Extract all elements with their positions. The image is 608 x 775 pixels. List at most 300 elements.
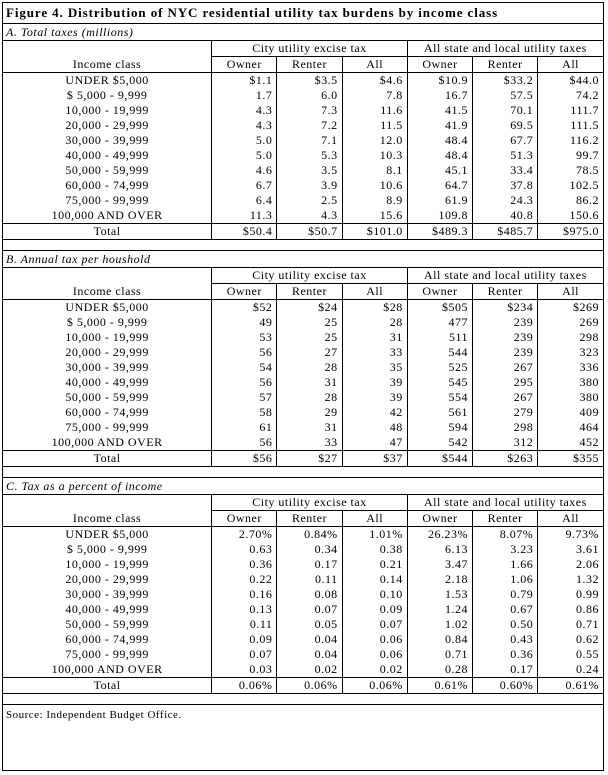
column-header-renter: Renter <box>277 511 342 527</box>
value-cell: 45.1 <box>407 163 472 178</box>
value-cell: 0.84 <box>407 632 472 647</box>
value-cell: 0.02 <box>342 662 407 678</box>
total-value-cell: 0.60% <box>473 678 538 694</box>
total-label: Total <box>3 678 212 694</box>
table-row <box>3 602 603 617</box>
table-row <box>3 617 603 632</box>
value-cell: $28 <box>342 300 407 316</box>
total-value-cell: $544 <box>407 451 472 467</box>
value-cell: 0.63 <box>212 542 277 557</box>
total-value-cell: 0.06% <box>277 678 342 694</box>
column-header-all: All <box>342 284 407 300</box>
table-row <box>3 88 603 103</box>
group-header-state: All state and local utility taxes <box>407 268 603 284</box>
value-cell: 1.06 <box>473 572 538 587</box>
column-header-renter: Renter <box>277 57 342 73</box>
header-spacer <box>3 41 212 57</box>
section-separator <box>3 694 603 704</box>
total-value-cell: $355 <box>538 451 603 467</box>
total-row <box>3 451 603 467</box>
total-label: Total <box>3 224 212 240</box>
value-cell: 0.16 <box>212 587 277 602</box>
value-cell: 0.38 <box>342 542 407 557</box>
value-cell: 3.47 <box>407 557 472 572</box>
value-cell: 6.13 <box>407 542 472 557</box>
column-header-income-class: Income class <box>3 284 212 300</box>
group-header-state: All state and local utility taxes <box>407 41 603 57</box>
value-cell: 0.21 <box>342 557 407 572</box>
income-class-cell: 50,000 - 59,999 <box>65 617 149 631</box>
value-cell: 48.4 <box>407 133 472 148</box>
table-row <box>3 118 603 133</box>
value-cell: 10.6 <box>342 178 407 193</box>
value-cell: 31 <box>342 330 407 345</box>
value-cell: 298 <box>538 330 603 345</box>
value-cell: 0.67 <box>473 602 538 617</box>
data-table <box>3 494 603 694</box>
value-cell: 0.79 <box>473 587 538 602</box>
value-cell: 4.6 <box>212 163 277 178</box>
data-table <box>3 40 603 240</box>
value-cell: 0.36 <box>212 557 277 572</box>
value-cell: 7.1 <box>277 133 342 148</box>
value-cell: 542 <box>407 435 472 451</box>
income-class-cell: $ 5,000 - 9,999 <box>66 315 148 329</box>
value-cell: 1.32 <box>538 572 603 587</box>
value-cell: 0.43 <box>473 632 538 647</box>
income-class-cell: 30,000 - 39,999 <box>65 360 149 374</box>
value-cell: 594 <box>407 420 472 435</box>
value-cell: $234 <box>473 300 538 316</box>
value-cell: 0.04 <box>277 647 342 662</box>
income-class-cell: 30,000 - 39,999 <box>65 133 149 147</box>
value-cell: 452 <box>538 435 603 451</box>
value-cell: 61.9 <box>407 193 472 208</box>
value-cell: 58 <box>212 405 277 420</box>
column-header-renter: Renter <box>473 511 538 527</box>
value-cell: 28 <box>342 315 407 330</box>
value-cell: 8.07% <box>473 527 538 543</box>
value-cell: 6.4 <box>212 193 277 208</box>
table-row <box>3 390 603 405</box>
value-cell: 1.53 <box>407 587 472 602</box>
value-cell: 4.3 <box>212 118 277 133</box>
total-value-cell: $37 <box>342 451 407 467</box>
income-class-cell: 20,000 - 29,999 <box>65 118 149 132</box>
column-header-all: All <box>538 284 603 300</box>
value-cell: 24.3 <box>473 193 538 208</box>
table-row <box>3 647 603 662</box>
section-title: C. Tax as a percent of income <box>6 479 163 493</box>
value-cell: 2.06 <box>538 557 603 572</box>
value-cell: 102.5 <box>538 178 603 193</box>
value-cell: 27 <box>277 345 342 360</box>
value-cell: 3.23 <box>473 542 538 557</box>
value-cell: 9.73% <box>538 527 603 543</box>
table-row <box>3 587 603 602</box>
value-cell: 4.3 <box>212 103 277 118</box>
value-cell: 0.28 <box>407 662 472 678</box>
total-value-cell: $56 <box>212 451 277 467</box>
group-header-row <box>3 495 603 511</box>
section-title: A. Total taxes (millions) <box>6 25 134 39</box>
value-cell: 0.11 <box>277 572 342 587</box>
value-cell: 0.07 <box>277 602 342 617</box>
section-separator <box>3 240 603 251</box>
column-header-owner: Owner <box>212 57 277 73</box>
figure-frame <box>2 2 604 771</box>
total-value-cell: $485.7 <box>473 224 538 240</box>
value-cell: 5.3 <box>277 148 342 163</box>
value-cell: 464 <box>538 420 603 435</box>
source-note: Source: Independent Budget Office. <box>3 704 603 725</box>
value-cell: 11.5 <box>342 118 407 133</box>
value-cell: 554 <box>407 390 472 405</box>
value-cell: 0.11 <box>212 617 277 632</box>
value-cell: 2.18 <box>407 572 472 587</box>
value-cell: 56 <box>212 435 277 451</box>
income-class-cell: 75,000 - 99,999 <box>65 420 149 434</box>
value-cell: 39 <box>342 390 407 405</box>
value-cell: 67.7 <box>473 133 538 148</box>
column-header-all: All <box>538 57 603 73</box>
value-cell: 0.86 <box>538 602 603 617</box>
value-cell: 0.22 <box>212 572 277 587</box>
value-cell: $3.5 <box>277 73 342 89</box>
income-class-cell: 60,000 - 74,999 <box>65 632 149 646</box>
value-cell: 61 <box>212 420 277 435</box>
value-cell: $44.0 <box>538 73 603 89</box>
table-row <box>3 405 603 420</box>
value-cell: 0.99 <box>538 587 603 602</box>
value-cell: 0.09 <box>342 602 407 617</box>
value-cell: 525 <box>407 360 472 375</box>
table-row <box>3 133 603 148</box>
value-cell: 323 <box>538 345 603 360</box>
table-row <box>3 527 603 543</box>
value-cell: 78.5 <box>538 163 603 178</box>
income-class-cell: 40,000 - 49,999 <box>65 375 149 389</box>
value-cell: 477 <box>407 315 472 330</box>
value-cell: 511 <box>407 330 472 345</box>
value-cell: 0.55 <box>538 647 603 662</box>
value-cell: 312 <box>473 435 538 451</box>
value-cell: 25 <box>277 330 342 345</box>
value-cell: 7.2 <box>277 118 342 133</box>
value-cell: 12.0 <box>342 133 407 148</box>
value-cell: 25 <box>277 315 342 330</box>
income-class-cell: $ 5,000 - 9,999 <box>66 88 148 102</box>
column-header-all: All <box>342 511 407 527</box>
value-cell: 0.04 <box>277 632 342 647</box>
value-cell: 1.7 <box>212 88 277 103</box>
value-cell: 48.4 <box>407 148 472 163</box>
value-cell: 8.9 <box>342 193 407 208</box>
value-cell: 0.14 <box>342 572 407 587</box>
value-cell: 56 <box>212 375 277 390</box>
value-cell: $505 <box>407 300 472 316</box>
column-header-income-class: Income class <box>3 511 212 527</box>
value-cell: 31 <box>277 420 342 435</box>
column-header-renter: Renter <box>277 284 342 300</box>
data-table <box>3 267 603 467</box>
value-cell: 0.71 <box>407 647 472 662</box>
value-cell: 48 <box>342 420 407 435</box>
table-row <box>3 345 603 360</box>
table-row <box>3 572 603 587</box>
total-value-cell: $263 <box>473 451 538 467</box>
value-cell: 74.2 <box>538 88 603 103</box>
value-cell: 33.4 <box>473 163 538 178</box>
group-header-city: City utility excise tax <box>212 41 408 57</box>
value-cell: $24 <box>277 300 342 316</box>
column-header-owner: Owner <box>212 284 277 300</box>
total-value-cell: 0.61% <box>407 678 472 694</box>
value-cell: $52 <box>212 300 277 316</box>
total-value-cell: 0.06% <box>212 678 277 694</box>
value-cell: 29 <box>277 405 342 420</box>
table-row <box>3 103 603 118</box>
income-class-cell: 20,000 - 29,999 <box>65 345 149 359</box>
income-class-cell: 50,000 - 59,999 <box>65 163 149 177</box>
table-row <box>3 632 603 647</box>
total-label: Total <box>3 451 212 467</box>
value-cell: 2.5 <box>277 193 342 208</box>
value-cell: 53 <box>212 330 277 345</box>
value-cell: $33.2 <box>473 73 538 89</box>
value-cell: 33 <box>277 435 342 451</box>
value-cell: 544 <box>407 345 472 360</box>
value-cell: $10.9 <box>407 73 472 89</box>
value-cell: 0.02 <box>277 662 342 678</box>
table-row <box>3 557 603 572</box>
value-cell: 0.17 <box>277 557 342 572</box>
value-cell: 109.8 <box>407 208 472 224</box>
table-row <box>3 193 603 208</box>
value-cell: 49 <box>212 315 277 330</box>
income-class-cell: 20,000 - 29,999 <box>65 572 149 586</box>
value-cell: 15.6 <box>342 208 407 224</box>
value-cell: 57 <box>212 390 277 405</box>
table-row <box>3 360 603 375</box>
value-cell: 0.07 <box>342 617 407 632</box>
table-row <box>3 662 603 678</box>
total-row <box>3 678 603 694</box>
income-class-cell: 30,000 - 39,999 <box>65 587 149 601</box>
value-cell: 3.61 <box>538 542 603 557</box>
value-cell: 41.5 <box>407 103 472 118</box>
total-value-cell: $27 <box>277 451 342 467</box>
value-cell: 0.50 <box>473 617 538 632</box>
value-cell: 1.01% <box>342 527 407 543</box>
table-row <box>3 330 603 345</box>
value-cell: 37.8 <box>473 178 538 193</box>
income-class-cell: 75,000 - 99,999 <box>65 193 149 207</box>
table-row <box>3 300 603 316</box>
value-cell: 0.10 <box>342 587 407 602</box>
column-header-owner: Owner <box>407 284 472 300</box>
group-header-row <box>3 268 603 284</box>
value-cell: 1.24 <box>407 602 472 617</box>
income-class-cell: 10,000 - 19,999 <box>65 557 149 571</box>
figure-title: Figure 4. Distribution of NYC residential utility tax burdens by income class <box>3 3 603 24</box>
value-cell: 111.7 <box>538 103 603 118</box>
table-row <box>3 208 603 224</box>
income-class-cell: 10,000 - 19,999 <box>65 330 149 344</box>
value-cell: 0.36 <box>473 647 538 662</box>
value-cell: 0.08 <box>277 587 342 602</box>
value-cell: 0.17 <box>473 662 538 678</box>
value-cell: 0.06 <box>342 647 407 662</box>
income-class-cell: UNDER $5,000 <box>65 300 149 314</box>
value-cell: 0.24 <box>538 662 603 678</box>
value-cell: 3.9 <box>277 178 342 193</box>
value-cell: 111.5 <box>538 118 603 133</box>
value-cell: 39 <box>342 375 407 390</box>
section-separator <box>3 467 603 478</box>
value-cell: 1.66 <box>473 557 538 572</box>
value-cell: 10.3 <box>342 148 407 163</box>
value-cell: 86.2 <box>538 193 603 208</box>
value-cell: 7.3 <box>277 103 342 118</box>
header-spacer <box>3 268 212 284</box>
value-cell: 239 <box>473 330 538 345</box>
value-cell: 0.71 <box>538 617 603 632</box>
value-cell: 11.6 <box>342 103 407 118</box>
value-cell: 0.09 <box>212 632 277 647</box>
income-class-cell: 100,000 AND OVER <box>3 435 212 451</box>
value-cell: 16.7 <box>407 88 472 103</box>
value-cell: 5.0 <box>212 133 277 148</box>
column-header-renter: Renter <box>473 284 538 300</box>
value-cell: 42 <box>342 405 407 420</box>
value-cell: 0.13 <box>212 602 277 617</box>
total-value-cell: $489.3 <box>407 224 472 240</box>
group-header-row <box>3 41 603 57</box>
column-header-owner: Owner <box>407 511 472 527</box>
income-class-cell: $ 5,000 - 9,999 <box>66 542 148 556</box>
value-cell: 267 <box>473 360 538 375</box>
total-value-cell: $50.4 <box>212 224 277 240</box>
table-row <box>3 542 603 557</box>
value-cell: 116.2 <box>538 133 603 148</box>
value-cell: 56 <box>212 345 277 360</box>
header-spacer <box>3 495 212 511</box>
value-cell: 99.7 <box>538 148 603 163</box>
table-row <box>3 435 603 451</box>
value-cell: 57.5 <box>473 88 538 103</box>
value-cell: 4.3 <box>277 208 342 224</box>
income-class-cell: 100,000 AND OVER <box>3 662 212 678</box>
value-cell: 28 <box>277 390 342 405</box>
income-class-cell: UNDER $5,000 <box>65 527 149 541</box>
column-header-all: All <box>342 57 407 73</box>
value-cell: 33 <box>342 345 407 360</box>
value-cell: 40.8 <box>473 208 538 224</box>
value-cell: 26.23% <box>407 527 472 543</box>
value-cell: 47 <box>342 435 407 451</box>
table-row <box>3 148 603 163</box>
value-cell: 0.07 <box>212 647 277 662</box>
total-value-cell: 0.61% <box>538 678 603 694</box>
income-class-cell: 10,000 - 19,999 <box>65 103 149 117</box>
value-cell: 336 <box>538 360 603 375</box>
value-cell: 239 <box>473 315 538 330</box>
value-cell: $4.6 <box>342 73 407 89</box>
table-row <box>3 375 603 390</box>
value-cell: 11.3 <box>212 208 277 224</box>
value-cell: 279 <box>473 405 538 420</box>
table-row <box>3 315 603 330</box>
table-row <box>3 420 603 435</box>
value-cell: 1.02 <box>407 617 472 632</box>
table-row <box>3 178 603 193</box>
value-cell: 409 <box>538 405 603 420</box>
value-cell: 150.6 <box>538 208 603 224</box>
income-class-cell: 60,000 - 74,999 <box>65 405 149 419</box>
income-class-cell: 75,000 - 99,999 <box>65 647 149 661</box>
value-cell: 0.84% <box>277 527 342 543</box>
sections-container <box>3 24 603 704</box>
value-cell: $269 <box>538 300 603 316</box>
table-row <box>3 163 603 178</box>
value-cell: 380 <box>538 390 603 405</box>
income-class-cell: 50,000 - 59,999 <box>65 390 149 404</box>
value-cell: 0.05 <box>277 617 342 632</box>
total-value-cell: $50.7 <box>277 224 342 240</box>
income-class-cell: 60,000 - 74,999 <box>65 178 149 192</box>
value-cell: 64.7 <box>407 178 472 193</box>
value-cell: 2.70% <box>212 527 277 543</box>
income-class-cell: 40,000 - 49,999 <box>65 602 149 616</box>
value-cell: 70.1 <box>473 103 538 118</box>
column-header-all: All <box>538 511 603 527</box>
value-cell: 54 <box>212 360 277 375</box>
value-cell: 298 <box>473 420 538 435</box>
column-header-income-class: Income class <box>3 57 212 73</box>
value-cell: 3.5 <box>277 163 342 178</box>
column-header-owner: Owner <box>407 57 472 73</box>
group-header-city: City utility excise tax <box>212 495 408 511</box>
income-class-cell: 100,000 AND OVER <box>3 208 212 224</box>
table-row <box>3 73 603 89</box>
group-header-state: All state and local utility taxes <box>407 495 603 511</box>
total-value-cell: $101.0 <box>342 224 407 240</box>
value-cell: 295 <box>473 375 538 390</box>
value-cell: 7.8 <box>342 88 407 103</box>
column-header-owner: Owner <box>212 511 277 527</box>
value-cell: 239 <box>473 345 538 360</box>
column-header-row <box>3 284 603 300</box>
value-cell: 28 <box>277 360 342 375</box>
value-cell: 0.03 <box>212 662 277 678</box>
value-cell: 8.1 <box>342 163 407 178</box>
column-header-renter: Renter <box>473 57 538 73</box>
income-class-cell: 40,000 - 49,999 <box>65 148 149 162</box>
value-cell: 41.9 <box>407 118 472 133</box>
value-cell: 545 <box>407 375 472 390</box>
value-cell: 69.5 <box>473 118 538 133</box>
total-value-cell: 0.06% <box>342 678 407 694</box>
value-cell: 561 <box>407 405 472 420</box>
value-cell: 0.06 <box>342 632 407 647</box>
value-cell: 6.7 <box>212 178 277 193</box>
value-cell: 6.0 <box>277 88 342 103</box>
income-class-cell: UNDER $5,000 <box>65 73 149 87</box>
total-value-cell: $975.0 <box>538 224 603 240</box>
value-cell: 380 <box>538 375 603 390</box>
total-row <box>3 224 603 240</box>
